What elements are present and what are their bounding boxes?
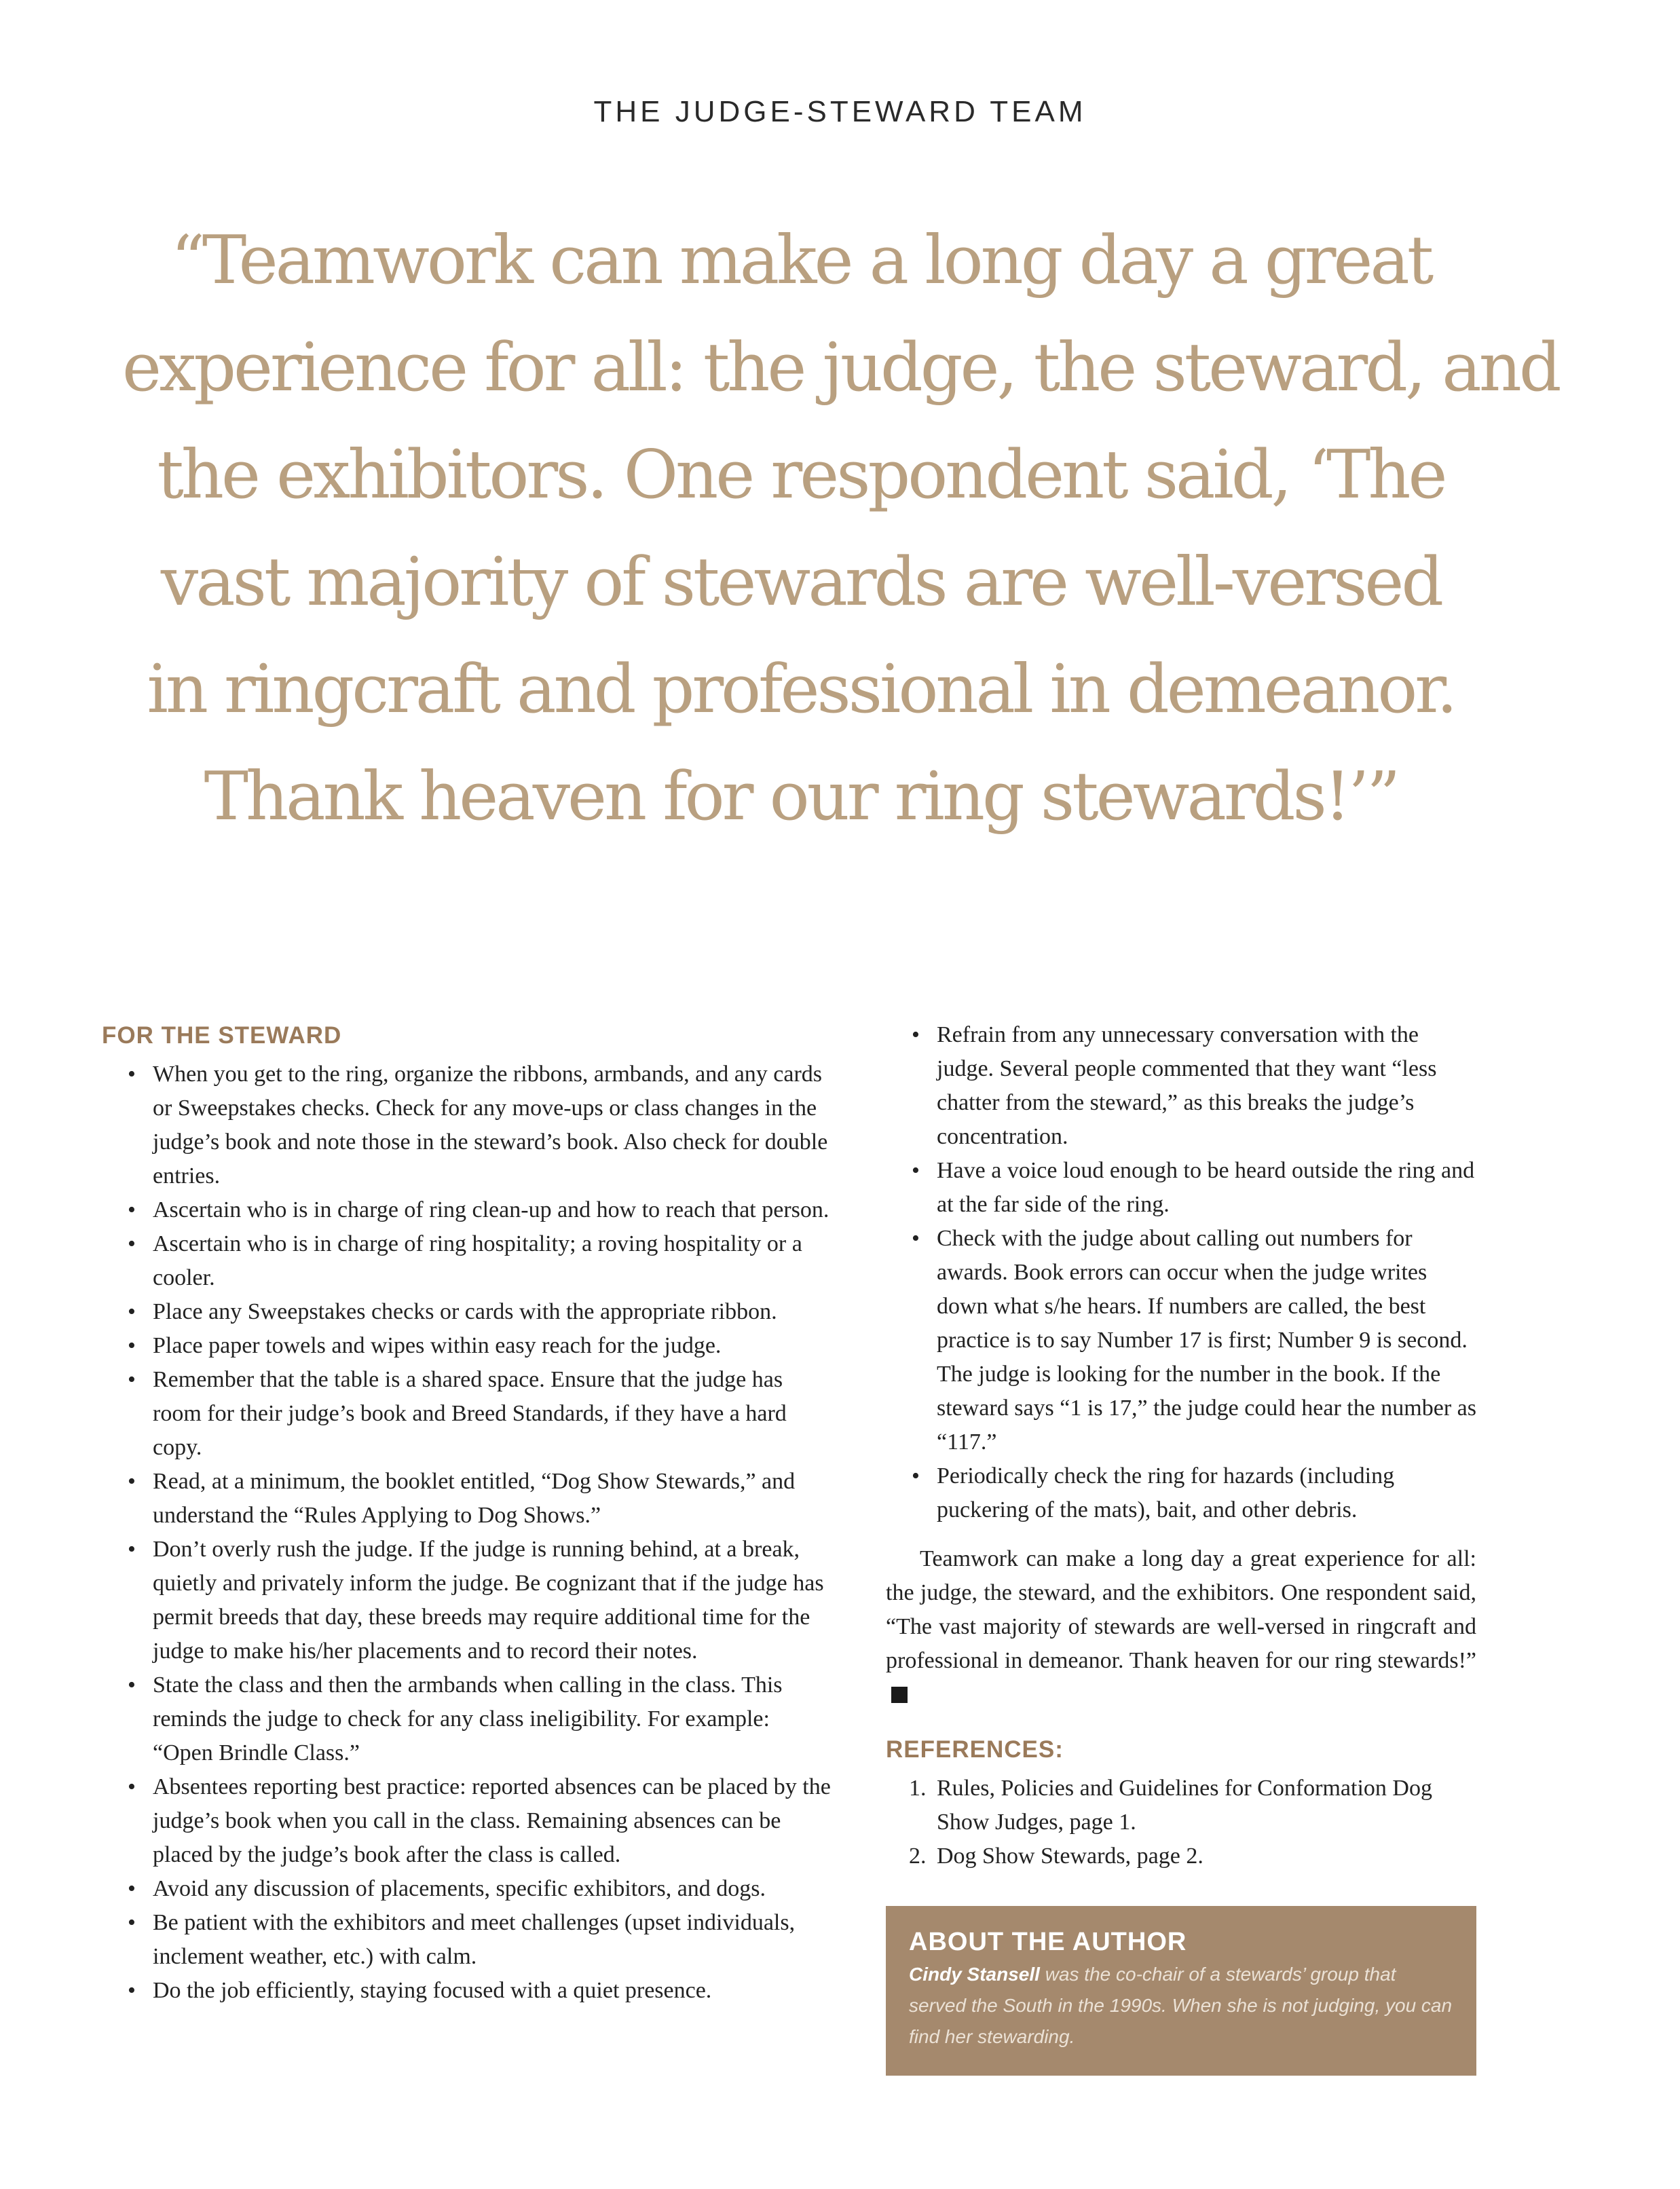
for-the-steward-heading: FOR THE STEWARD <box>102 1022 342 1049</box>
list-item: • State the class and then the armbands when calling in the class. This reminds the judge to check for any class ineligibility. For example: “Open Brindle Class.” <box>102 1668 835 1770</box>
pull-quote-line: “Teamwork can make a long day a great <box>170 222 1432 299</box>
list-item: • When you get to the ring, organize the ribbons, armbands, and any cards or Sweepstakes checks. Check for any move-ups or class changes in the judge’s book and note those in the steward’s book. Also check for double entries. <box>102 1058 835 1193</box>
list-item: • Place any Sweepstakes checks or cards with the appropriate ribbon. <box>102 1295 835 1329</box>
list-item: • Periodically check the ring for hazards (including puckering of the mats), bait, and other debris. <box>886 1459 1476 1527</box>
steward-tips-list-continued <box>886 1018 1476 1527</box>
about-the-author-box <box>886 1906 1476 2076</box>
list-item: • Ascertain who is in charge of ring hospitality; a roving hospitality or a cooler. <box>102 1227 835 1295</box>
reference-number: 1. <box>909 1776 927 1801</box>
pull-quote-line: the exhibitors. One respondent said, ‘The <box>157 436 1445 514</box>
reference-text: Dog Show Stewards, page 2. <box>937 1844 1203 1869</box>
reference-item <box>886 1772 1476 1839</box>
list-item: • Remember that the table is a shared space. Ensure that the judge has room for their judge’s book and Breed Standards, if they have a hard copy. <box>102 1363 835 1465</box>
list-item: • Do the job efficiently, staying focused with a quiet presence. <box>102 1974 835 2008</box>
list-item: • Check with the judge about calling out numbers for awards. Book errors can occur when the judge writes down what s/he hears. If numbers are called, the best practice is to say Number 17 is first; Number 9 is second. The judge is looking for the number in the book. If the steward says “1 is 17,” the judge could hear the number as “117.” <box>886 1222 1476 1459</box>
list-item: • Refrain from any unnecessary conversation with the judge. Several people commented that they want “less chatter from the steward,” as this breaks the judge’s concentration. <box>886 1018 1476 1154</box>
author-name: Cindy Stansell <box>909 1964 1040 1985</box>
right-column <box>886 1018 1476 2076</box>
steward-tips-list <box>102 1058 835 2008</box>
list-item: • Place paper towels and wipes within easy reach for the judge. <box>102 1329 835 1363</box>
closing-paragraph-text: Teamwork can make a long day a great experience for all: the judge, the steward, and the exhibitors. One respondent said, “The vast majority of stewards are well-versed in ringcraft and professional in demeanor. Thank heaven for our ring stewards!” <box>886 1546 1476 1673</box>
author-bio <box>909 1959 1453 2053</box>
pull-quote <box>122 207 1559 850</box>
about-the-author-heading: ABOUT THE AUTHOR <box>909 1928 1187 1956</box>
list-item: • Be patient with the exhibitors and meet challenges (upset individuals, inclement weather, etc.) with calm. <box>102 1906 835 1974</box>
list-item: • Have a voice loud enough to be heard outside the ring and at the far side of the ring. <box>886 1154 1476 1222</box>
reference-text: Rules, Policies and Guidelines for Conformation Dog Show Judges, page 1. <box>937 1776 1432 1835</box>
running-title: THE JUDGE-STEWARD TEAM <box>593 95 1087 128</box>
end-mark-icon <box>891 1687 908 1703</box>
pull-quote-line: Thank heaven for our ring stewards!’” <box>204 758 1398 836</box>
list-item: • Read, at a minimum, the booklet entitled, “Dog Show Stewards,” and understand the “Rules Applying to Dog Shows.” <box>102 1465 835 1533</box>
list-item: • Absentees reporting best practice: reported absences can be placed by the judge’s book when you call in the class. Remaining absences can be placed by the judge’s book after the class is called. <box>102 1770 835 1872</box>
closing-paragraph <box>886 1542 1476 1712</box>
pull-quote-line: in ringcraft and professional in demeanor. <box>147 651 1455 728</box>
list-item: • Avoid any discussion of placements, specific exhibitors, and dogs. <box>102 1872 835 1906</box>
references-list <box>886 1772 1476 1873</box>
list-item: • Don’t overly rush the judge. If the judge is running behind, at a break, quietly and privately inform the judge. Be cognizant that if the judge has permit breeds that day, these breeds may require additional time for the judge to make his/her placements and to record their notes. <box>102 1533 835 1668</box>
left-column <box>102 1018 835 2008</box>
reference-number: 2. <box>909 1844 927 1869</box>
reference-item <box>886 1839 1476 1873</box>
references-heading: REFERENCES: <box>886 1736 1064 1763</box>
pull-quote-line: vast majority of stewards are well-versed <box>160 544 1442 621</box>
author-bio-text: was the co-chair of a stewards’ group that served the South in the 1990s. When she is not judging, you can find her stewarding. <box>909 1964 1453 2047</box>
pull-quote-line: experience for all: the judge, the steward, and <box>122 329 1559 407</box>
list-item: • Ascertain who is in charge of ring clean-up and how to reach that person. <box>102 1193 835 1227</box>
